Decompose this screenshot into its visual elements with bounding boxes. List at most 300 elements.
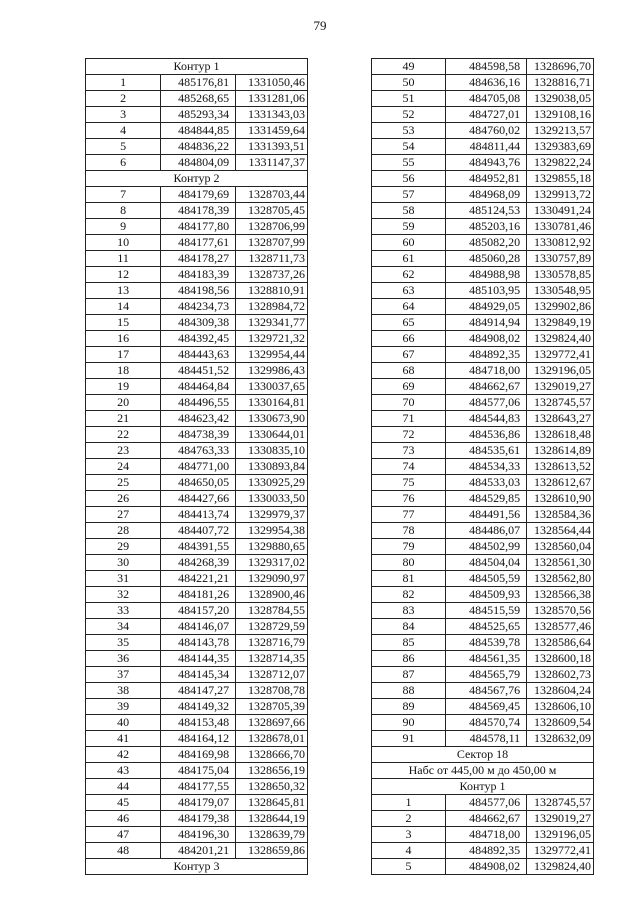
table-row [86, 347, 308, 363]
point-number: 76 [372, 491, 446, 507]
y-coordinate: 1328577,46 [527, 619, 594, 635]
y-coordinate: 1328604,24 [527, 683, 594, 699]
point-number: 41 [86, 731, 161, 747]
x-coordinate: 484183,39 [161, 267, 236, 283]
x-coordinate: 484892,35 [445, 843, 526, 859]
y-coordinate: 1328612,67 [527, 475, 594, 491]
table-row [372, 459, 594, 475]
x-coordinate: 484178,39 [161, 203, 236, 219]
y-coordinate: 1328586,64 [527, 635, 594, 651]
y-coordinate: 1330033,50 [236, 491, 308, 507]
x-coordinate: 484443,63 [161, 347, 236, 363]
x-coordinate: 484738,39 [161, 427, 236, 443]
x-coordinate: 484892,35 [445, 347, 526, 363]
x-coordinate: 485124,53 [445, 203, 526, 219]
point-number: 88 [372, 683, 446, 699]
y-coordinate: 1330781,46 [527, 219, 594, 235]
table-row [86, 363, 308, 379]
point-number: 58 [372, 203, 446, 219]
x-coordinate: 484529,85 [445, 491, 526, 507]
point-number: 85 [372, 635, 446, 651]
table-row [372, 539, 594, 555]
point-number: 87 [372, 667, 446, 683]
point-number: 52 [372, 107, 446, 123]
table-row [86, 123, 308, 139]
y-coordinate: 1328696,70 [527, 59, 594, 75]
point-number: 40 [86, 715, 161, 731]
table-row [372, 203, 594, 219]
point-number: 75 [372, 475, 446, 491]
point-number: 62 [372, 267, 446, 283]
table-row [372, 139, 594, 155]
point-number: 53 [372, 123, 446, 139]
table-row [86, 555, 308, 571]
x-coordinate: 484623,42 [161, 411, 236, 427]
x-coordinate: 484650,05 [161, 475, 236, 491]
table-row [372, 331, 594, 347]
y-coordinate: 1330925,29 [236, 475, 308, 491]
table-row [372, 571, 594, 587]
x-coordinate: 484146,07 [161, 619, 236, 635]
y-coordinate: 1329341,77 [236, 315, 308, 331]
point-number: 63 [372, 283, 446, 299]
point-number: 19 [86, 379, 161, 395]
y-coordinate: 1329019,27 [527, 811, 594, 827]
y-coordinate: 1328703,44 [236, 187, 308, 203]
x-coordinate: 484175,04 [161, 763, 236, 779]
contour-1-title-row [86, 59, 308, 75]
table-row [86, 235, 308, 251]
table-row [372, 795, 594, 811]
y-coordinate: 1329196,05 [527, 363, 594, 379]
y-coordinate: 1328644,19 [236, 811, 308, 827]
point-number: 17 [86, 347, 161, 363]
y-coordinate: 1329019,27 [527, 379, 594, 395]
x-coordinate: 484534,33 [445, 459, 526, 475]
x-coordinate: 484177,55 [161, 779, 236, 795]
point-number: 67 [372, 347, 446, 363]
y-coordinate: 1329954,38 [236, 523, 308, 539]
x-coordinate: 484570,74 [445, 715, 526, 731]
point-number: 80 [372, 555, 446, 571]
point-number: 16 [86, 331, 161, 347]
x-coordinate: 484196,30 [161, 827, 236, 843]
y-coordinate: 1328729,59 [236, 619, 308, 635]
point-number: 70 [372, 395, 446, 411]
point-number: 42 [86, 747, 161, 763]
table-row [86, 75, 308, 91]
table-row [86, 539, 308, 555]
table-row [86, 603, 308, 619]
y-coordinate: 1331393,51 [236, 139, 308, 155]
table-row [372, 827, 594, 843]
x-coordinate: 484968,09 [445, 187, 526, 203]
x-coordinate: 485103,95 [445, 283, 526, 299]
point-number: 6 [86, 155, 161, 171]
y-coordinate: 1329902,86 [527, 299, 594, 315]
x-coordinate: 484525,65 [445, 619, 526, 635]
table-row [86, 267, 308, 283]
x-coordinate: 484578,11 [445, 731, 526, 747]
table-row [86, 299, 308, 315]
y-coordinate: 1329196,05 [527, 827, 594, 843]
x-coordinate: 484908,02 [445, 859, 526, 875]
table-row [372, 683, 594, 699]
table-row [86, 635, 308, 651]
x-coordinate: 484662,67 [445, 811, 526, 827]
x-coordinate: 484179,07 [161, 795, 236, 811]
table-row [372, 91, 594, 107]
point-number: 4 [372, 843, 446, 859]
x-coordinate: 484567,76 [445, 683, 526, 699]
table-row [86, 523, 308, 539]
table-row [86, 683, 308, 699]
point-number: 46 [86, 811, 161, 827]
table-row [372, 251, 594, 267]
table-row [372, 155, 594, 171]
point-number: 69 [372, 379, 446, 395]
table-row [372, 859, 594, 875]
point-number: 37 [86, 667, 161, 683]
table-row [86, 187, 308, 203]
x-coordinate: 484164,12 [161, 731, 236, 747]
point-number: 2 [86, 91, 161, 107]
table-row [372, 603, 594, 619]
x-coordinate: 484771,00 [161, 459, 236, 475]
point-number: 29 [86, 539, 161, 555]
y-coordinate: 1328666,70 [236, 747, 308, 763]
point-number: 57 [372, 187, 446, 203]
table-row [372, 491, 594, 507]
table-row [372, 811, 594, 827]
y-coordinate: 1328562,80 [527, 571, 594, 587]
point-number: 56 [372, 171, 446, 187]
x-coordinate: 484569,45 [445, 699, 526, 715]
y-coordinate: 1328712,07 [236, 667, 308, 683]
point-number: 18 [86, 363, 161, 379]
table-row [86, 779, 308, 795]
sector-subtitle-row [372, 763, 594, 779]
y-coordinate: 1331147,37 [236, 155, 308, 171]
y-coordinate: 1328900,46 [236, 587, 308, 603]
x-coordinate: 484943,76 [445, 155, 526, 171]
x-coordinate: 484598,58 [445, 59, 526, 75]
point-number: 78 [372, 523, 446, 539]
x-coordinate: 484179,69 [161, 187, 236, 203]
y-coordinate: 1328600,18 [527, 651, 594, 667]
contour-2-title-row [86, 171, 308, 187]
table-row [86, 283, 308, 299]
point-number: 11 [86, 251, 161, 267]
point-number: 14 [86, 299, 161, 315]
x-coordinate: 485203,16 [445, 219, 526, 235]
y-coordinate: 1331459,64 [236, 123, 308, 139]
y-coordinate: 1328639,79 [236, 827, 308, 843]
point-number: 77 [372, 507, 446, 523]
point-number: 65 [372, 315, 446, 331]
y-coordinate: 1330835,10 [236, 443, 308, 459]
y-coordinate: 1329824,40 [527, 331, 594, 347]
table-row [372, 395, 594, 411]
x-coordinate: 484515,59 [445, 603, 526, 619]
point-number: 60 [372, 235, 446, 251]
x-coordinate: 484577,06 [445, 795, 526, 811]
point-number: 5 [372, 859, 446, 875]
table-row [86, 379, 308, 395]
x-coordinate: 484662,67 [445, 379, 526, 395]
table-row [372, 619, 594, 635]
point-number: 8 [86, 203, 161, 219]
table-row [372, 555, 594, 571]
left-coordinates-table [85, 58, 308, 875]
point-number: 86 [372, 651, 446, 667]
point-number: 23 [86, 443, 161, 459]
y-coordinate: 1328560,04 [527, 539, 594, 555]
point-number: 24 [86, 459, 161, 475]
point-number: 68 [372, 363, 446, 379]
table-row [86, 747, 308, 763]
y-coordinate: 1329822,24 [527, 155, 594, 171]
table-row [86, 763, 308, 779]
y-coordinate: 1330893,84 [236, 459, 308, 475]
table-row [86, 571, 308, 587]
point-number: 31 [86, 571, 161, 587]
table-row [372, 171, 594, 187]
table-row [372, 235, 594, 251]
x-coordinate: 484234,73 [161, 299, 236, 315]
table-row [372, 283, 594, 299]
table-row [372, 59, 594, 75]
point-number: 10 [86, 235, 161, 251]
y-coordinate: 1329880,65 [236, 539, 308, 555]
y-coordinate: 1329979,37 [236, 507, 308, 523]
point-number: 1 [372, 795, 446, 811]
y-coordinate: 1329849,19 [527, 315, 594, 331]
table-row [372, 731, 594, 747]
sector-title: Сектор 18 [372, 747, 594, 763]
point-number: 61 [372, 251, 446, 267]
point-number: 20 [86, 395, 161, 411]
table-row [86, 475, 308, 491]
point-number: 59 [372, 219, 446, 235]
y-coordinate: 1328706,99 [236, 219, 308, 235]
table-row [372, 219, 594, 235]
table-row [372, 411, 594, 427]
y-coordinate: 1328816,71 [527, 75, 594, 91]
table-row [372, 363, 594, 379]
y-coordinate: 1329721,32 [236, 331, 308, 347]
x-coordinate: 485268,65 [161, 91, 236, 107]
point-number: 25 [86, 475, 161, 491]
x-coordinate: 484268,39 [161, 555, 236, 571]
y-coordinate: 1328707,99 [236, 235, 308, 251]
table-row [372, 651, 594, 667]
table-row [86, 795, 308, 811]
y-coordinate: 1329824,40 [527, 859, 594, 875]
x-coordinate: 484565,79 [445, 667, 526, 683]
point-number: 49 [372, 59, 446, 75]
point-number: 47 [86, 827, 161, 843]
y-coordinate: 1330673,90 [236, 411, 308, 427]
contour-3-title-row [86, 859, 308, 875]
x-coordinate: 484198,56 [161, 283, 236, 299]
y-coordinate: 1328716,79 [236, 635, 308, 651]
y-coordinate: 1329913,72 [527, 187, 594, 203]
x-coordinate: 484464,84 [161, 379, 236, 395]
point-number: 9 [86, 219, 161, 235]
point-number: 83 [372, 603, 446, 619]
y-coordinate: 1328610,90 [527, 491, 594, 507]
y-coordinate: 1329038,05 [527, 91, 594, 107]
point-number: 84 [372, 619, 446, 635]
table-row [86, 315, 308, 331]
point-number: 51 [372, 91, 446, 107]
y-coordinate: 1328678,01 [236, 731, 308, 747]
y-coordinate: 1328584,36 [527, 507, 594, 523]
right-coordinates-table [371, 58, 594, 875]
contour-2-title: Контур 2 [86, 171, 308, 187]
y-coordinate: 1328784,55 [236, 603, 308, 619]
table-row [372, 443, 594, 459]
x-coordinate: 484502,99 [445, 539, 526, 555]
point-number: 21 [86, 411, 161, 427]
y-coordinate: 1329986,43 [236, 363, 308, 379]
x-coordinate: 484988,98 [445, 267, 526, 283]
point-number: 30 [86, 555, 161, 571]
point-number: 28 [86, 523, 161, 539]
table-row [372, 635, 594, 651]
table-row [86, 731, 308, 747]
point-number: 81 [372, 571, 446, 587]
table-row [86, 395, 308, 411]
contour-3-title: Контур 3 [86, 859, 308, 875]
y-coordinate: 1330812,92 [527, 235, 594, 251]
x-coordinate: 484177,61 [161, 235, 236, 251]
point-number: 34 [86, 619, 161, 635]
y-coordinate: 1328737,26 [236, 267, 308, 283]
point-number: 22 [86, 427, 161, 443]
y-coordinate: 1328566,38 [527, 587, 594, 603]
x-coordinate: 484914,94 [445, 315, 526, 331]
sector-contour-title-row [372, 779, 594, 795]
x-coordinate: 484760,02 [445, 123, 526, 139]
x-coordinate: 484169,98 [161, 747, 236, 763]
y-coordinate: 1329383,69 [527, 139, 594, 155]
point-number: 43 [86, 763, 161, 779]
table-row [372, 107, 594, 123]
x-coordinate: 484636,16 [445, 75, 526, 91]
y-coordinate: 1328697,66 [236, 715, 308, 731]
x-coordinate: 484391,55 [161, 539, 236, 555]
y-coordinate: 1328705,39 [236, 699, 308, 715]
y-coordinate: 1328745,57 [527, 795, 594, 811]
table-row [372, 315, 594, 331]
x-coordinate: 484504,04 [445, 555, 526, 571]
y-coordinate: 1328609,54 [527, 715, 594, 731]
contour-1-title: Контур 1 [86, 59, 308, 75]
x-coordinate: 484181,26 [161, 587, 236, 603]
y-coordinate: 1330491,24 [527, 203, 594, 219]
y-coordinate: 1329108,16 [527, 107, 594, 123]
point-number: 45 [86, 795, 161, 811]
y-coordinate: 1328745,57 [527, 395, 594, 411]
table-row [372, 299, 594, 315]
point-number: 4 [86, 123, 161, 139]
sector-subtitle: Набс от 445,00 м до 450,00 м [372, 763, 594, 779]
point-number: 44 [86, 779, 161, 795]
x-coordinate: 484496,55 [161, 395, 236, 411]
table-row [372, 523, 594, 539]
y-coordinate: 1328705,45 [236, 203, 308, 219]
x-coordinate: 484836,22 [161, 139, 236, 155]
point-number: 33 [86, 603, 161, 619]
table-row [86, 507, 308, 523]
x-coordinate: 484844,85 [161, 123, 236, 139]
x-coordinate: 484149,32 [161, 699, 236, 715]
y-coordinate: 1330644,01 [236, 427, 308, 443]
table-row [372, 507, 594, 523]
point-number: 32 [86, 587, 161, 603]
table-row [86, 667, 308, 683]
point-number: 73 [372, 443, 446, 459]
table-row [86, 827, 308, 843]
x-coordinate: 484157,20 [161, 603, 236, 619]
x-coordinate: 484718,00 [445, 363, 526, 379]
y-coordinate: 1328606,10 [527, 699, 594, 715]
point-number: 1 [86, 75, 161, 91]
point-number: 71 [372, 411, 446, 427]
table-row [86, 411, 308, 427]
x-coordinate: 484952,81 [445, 171, 526, 187]
table-row [86, 91, 308, 107]
y-coordinate: 1329317,02 [236, 555, 308, 571]
x-coordinate: 484392,45 [161, 331, 236, 347]
x-coordinate: 484705,08 [445, 91, 526, 107]
point-number: 54 [372, 139, 446, 155]
x-coordinate: 484143,78 [161, 635, 236, 651]
point-number: 90 [372, 715, 446, 731]
table-row [372, 75, 594, 91]
x-coordinate: 484727,01 [445, 107, 526, 123]
point-number: 48 [86, 843, 161, 859]
point-number: 91 [372, 731, 446, 747]
x-coordinate: 484763,33 [161, 443, 236, 459]
table-row [372, 843, 594, 859]
y-coordinate: 1328613,52 [527, 459, 594, 475]
y-coordinate: 1328618,48 [527, 427, 594, 443]
point-number: 3 [86, 107, 161, 123]
table-row [86, 219, 308, 235]
point-number: 13 [86, 283, 161, 299]
y-coordinate: 1331281,06 [236, 91, 308, 107]
y-coordinate: 1328714,35 [236, 651, 308, 667]
x-coordinate: 484505,59 [445, 571, 526, 587]
table-row [86, 459, 308, 475]
point-number: 12 [86, 267, 161, 283]
x-coordinate: 484144,35 [161, 651, 236, 667]
x-coordinate: 484908,02 [445, 331, 526, 347]
point-number: 89 [372, 699, 446, 715]
table-row [86, 587, 308, 603]
point-number: 66 [372, 331, 446, 347]
x-coordinate: 484153,48 [161, 715, 236, 731]
x-coordinate: 484451,52 [161, 363, 236, 379]
table-row [372, 427, 594, 443]
table-row [86, 699, 308, 715]
point-number: 50 [372, 75, 446, 91]
table-row [86, 811, 308, 827]
table-row [86, 139, 308, 155]
